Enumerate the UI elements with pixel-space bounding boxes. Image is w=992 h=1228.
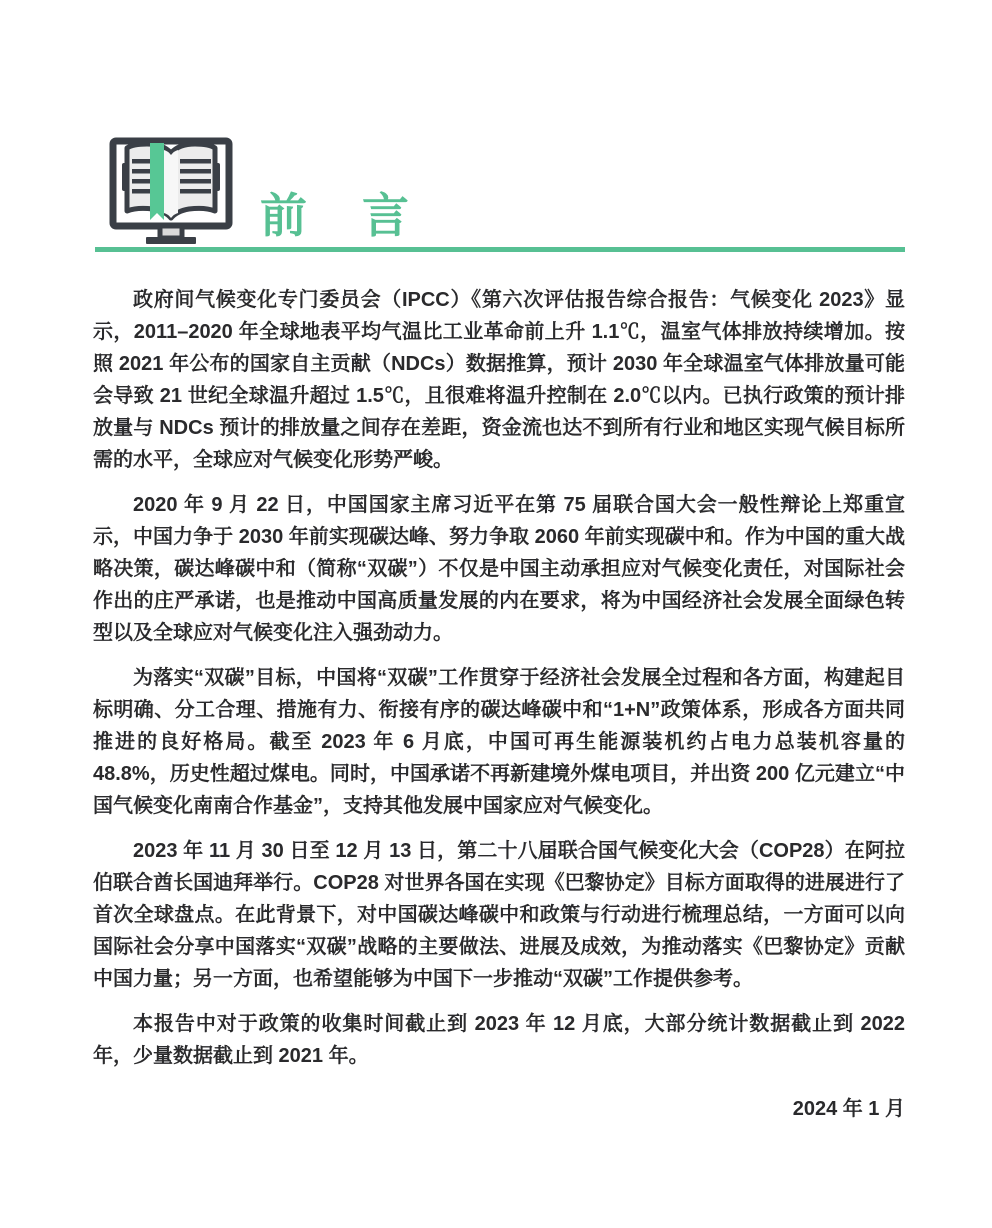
open-book-monitor-icon [106, 131, 236, 245]
paragraph-cop28: 2023 年 11 月 30 日至 12 月 13 日，第二十八届联合国气候变化大会（COP28）在阿拉伯联合酋长国迪拜举行。COP28 对世界各国在实现《巴黎协定》目标方面取得的进展进行了首次全球盘点。在此背景下，对中国碳达峰碳中和政策与行动进行梳理总结，一方面可以向国际社会分享中国落实“双碳”战略的主要做法、进展及成效，为推动落实《巴黎协定》贡献中国力量；另一方面，也希望能够为中国下一步推动“双碳”工作提供参考。 [93, 840, 905, 990]
page-title: 前 言 [260, 189, 413, 242]
preface-body [93, 284, 905, 1125]
paragraph-dual-carbon-pledge: 2020 年 9 月 22 日，中国国家主席习近平在第 75 届联合国大会一般性辩论上郑重宣示，中国力争于 2030 年前实现碳达峰、努力争取 2060 年前实现碳中和。作为中国的重大战略决策，碳达峰碳中和（简称“双碳”）不仅是中国主动承担应对气候变化责任，对国际社会作出的庄严承诺，也是推动中国高质量发展的内在要求，将为中国经济社会发展全面绿色转型以及全球应对气候变化注入强劲动力。 [93, 494, 905, 644]
report-date: 2024 年 1 月 [792, 1098, 905, 1120]
green-divider-rule [95, 247, 905, 252]
preface-header [106, 131, 413, 245]
paragraph-data-cutoff: 本报告中对于政策的收集时间截止到 2023 年 12 月底，大部分统计数据截止到 2022 年，少量数据截止到 2021 年。 [93, 1013, 905, 1067]
paragraph-ipcc-findings: 政府间气候变化专门委员会（IPCC）《第六次评估报告综合报告：气候变化 2023》显示，2011–2020 年全球地表平均气温比工业革命前上升 1.1℃，温室气体排放持续增加。按照 2021 年公布的国家自主贡献（NDCs）数据推算，预计 2030 年全球温室气体排放量可能会导致 21 世纪全球温升超过 1.5℃，且很难将温升控制在 2.0℃以内。已执行政策的预计排放量与 NDCs 预计的排放量之间存在差距，资金流也达不到所有行业和地区实现气候目标所需的水平，全球应对气候变化形势严峻。 [93, 289, 905, 471]
paragraph-policy-system: 为落实“双碳”目标，中国将“双碳”工作贯穿于经济社会发展全过程和各方面，构建起目标明确、分工合理、措施有力、衔接有序的碳达峰碳中和“1+N”政策体系，形成各方面共同推进的良好格局。截至 2023 年 6 月底，中国可再生能源装机约占电力总装机容量的 48.8%，历史性超过煤电。同时，中国承诺不再新建境外煤电项目，并出资 200 亿元建立“中国气候变化南南合作基金”，支持其他发展中国家应对气候变化。 [93, 667, 905, 817]
